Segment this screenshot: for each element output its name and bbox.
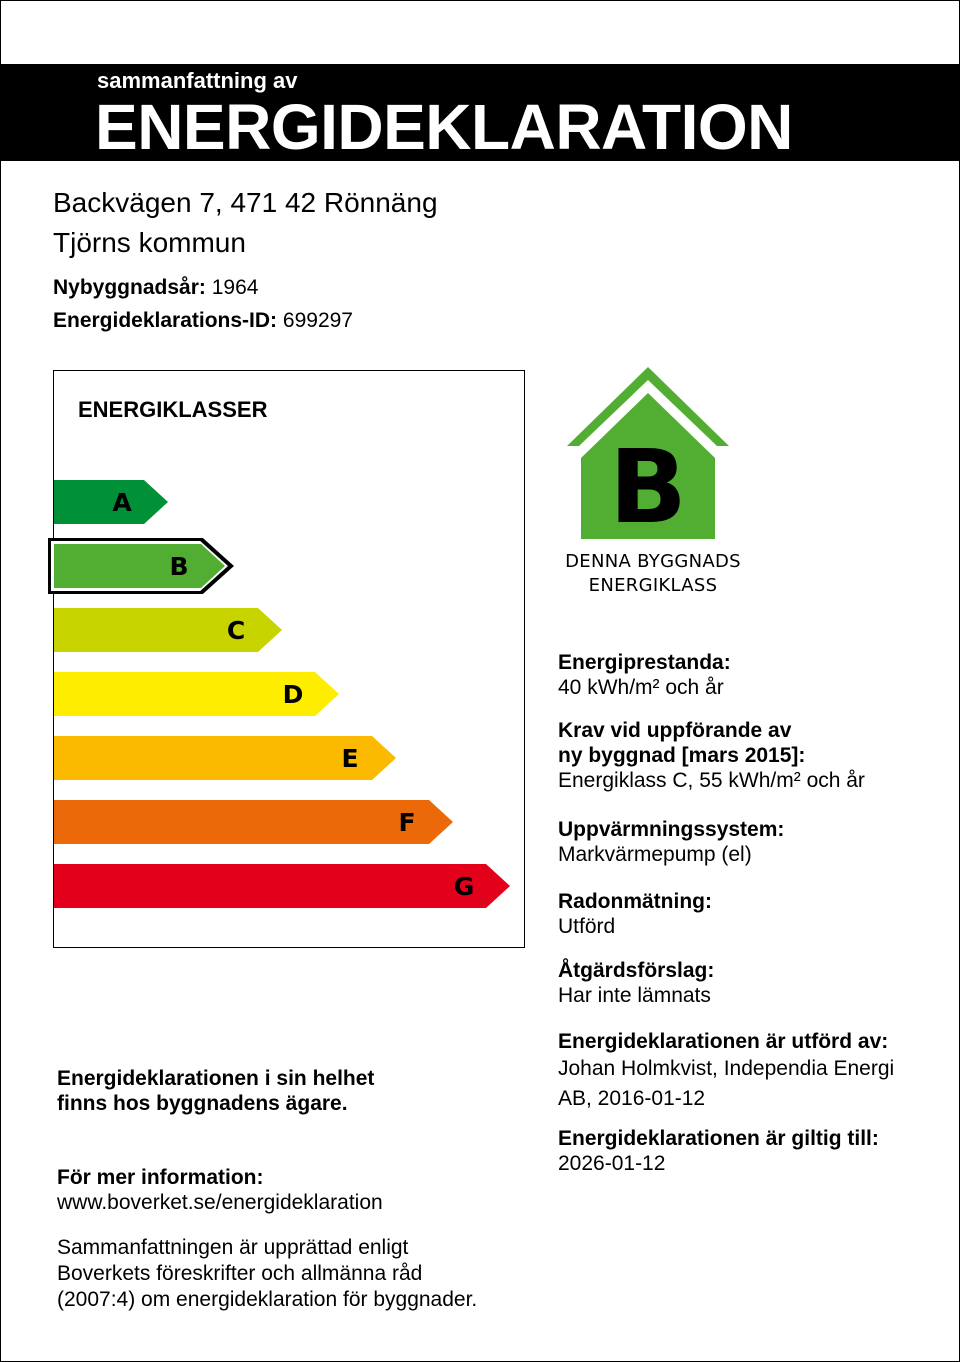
energy-class-bar-f <box>54 800 453 844</box>
valid-until <box>558 1126 879 1176</box>
regulation-note-line3: (2007:4) om energideklaration för byggnader. <box>57 1288 478 1311</box>
requirement-label-line1: Krav vid uppförande av <box>558 719 792 742</box>
build-year-label: Nybyggnadsår: <box>53 276 206 299</box>
energy-class-scale-title: ENERGIKLASSER <box>78 397 268 422</box>
header-title: ENERGIDEKLARATION <box>95 91 793 163</box>
measures-value: Har inte lämnats <box>558 984 711 1007</box>
heating-system-value: Markvärmepump (el) <box>558 843 752 866</box>
proposed-measures <box>558 958 714 1008</box>
regulation-note <box>57 1235 477 1313</box>
owner-note-line2: finns hos byggnadens ägare. <box>57 1092 348 1115</box>
energy-class-bar-a <box>54 480 168 524</box>
valid-until-value: 2026-01-12 <box>558 1152 666 1175</box>
performed-by <box>558 1029 894 1114</box>
owner-note <box>57 1066 374 1116</box>
property-address: Backvägen 7, 471 42 Rönnäng <box>53 187 438 218</box>
heating-system <box>558 817 784 867</box>
owner-note-line1: Energideklarationen i sin helhet <box>57 1067 375 1090</box>
energy-performance-label: Energiprestanda: <box>558 651 731 674</box>
requirement-label-line2: ny byggnad [mars 2015]: <box>558 744 806 767</box>
declaration-id <box>53 309 353 333</box>
energy-class-letter-d: D <box>282 680 304 709</box>
energy-class-arrow-a <box>54 480 174 524</box>
more-info <box>57 1165 383 1215</box>
energy-class-arrow-c <box>54 608 288 652</box>
energy-performance-value: 40 kWh/m² och år <box>558 676 724 699</box>
more-info-link[interactable]: www.boverket.se/energideklaration <box>57 1191 383 1214</box>
energy-class-bar-b <box>54 544 225 588</box>
header-banner <box>0 64 960 161</box>
badge-letter: B <box>609 428 687 539</box>
energy-class-badge <box>567 367 729 544</box>
new-building-requirement <box>558 718 865 793</box>
energy-class-arrow-d <box>54 672 345 716</box>
performed-by-line2: AB, 2016-01-12 <box>558 1087 706 1110</box>
heating-system-label: Uppvärmningssystem: <box>558 818 785 841</box>
energy-class-letter-f: F <box>398 808 416 837</box>
property-municipality: Tjörns kommun <box>53 227 246 258</box>
requirement-value: Energiklass C, 55 kWh/m² och år <box>558 769 865 792</box>
badge-caption-line1: DENNA BYGGNADS <box>565 551 741 572</box>
energy-class-letter-a: A <box>112 488 132 517</box>
energy-class-bar-c <box>54 608 282 652</box>
measures-label: Åtgärdsförslag: <box>558 959 715 982</box>
energy-class-letter-g: G <box>453 872 475 901</box>
more-info-label: För mer information: <box>57 1166 264 1189</box>
radon-value: Utförd <box>558 915 616 938</box>
performed-by-line1: Johan Holmkvist, Independia Energi <box>558 1057 895 1080</box>
radon-measurement <box>558 889 712 939</box>
energy-class-bar-g <box>54 864 510 908</box>
radon-label: Radonmätning: <box>558 890 712 913</box>
energy-class-arrow-g <box>54 864 516 908</box>
valid-until-label: Energideklarationen är giltig till: <box>558 1127 879 1150</box>
declaration-id-value: 699297 <box>282 309 353 332</box>
house-icon <box>567 367 729 539</box>
regulation-note-line2: Boverkets föreskrifter och allmänna råd <box>57 1262 423 1285</box>
badge-caption-line2: ENERGIKLASS <box>588 575 718 596</box>
energy-class-scale <box>53 370 525 948</box>
build-year-value: 1964 <box>211 276 259 299</box>
declaration-id-label: Energideklarations-ID: <box>53 309 278 332</box>
regulation-note-line1: Sammanfattningen är upprättad enligt <box>57 1236 409 1259</box>
energy-class-arrow-f <box>54 800 459 844</box>
energy-class-arrow-e <box>54 736 402 780</box>
energy-performance <box>558 650 731 700</box>
energy-class-letter-c: C <box>226 616 246 645</box>
performed-by-label: Energideklarationen är utförd av: <box>558 1030 889 1053</box>
badge-caption <box>558 550 748 598</box>
energy-class-letter-b: B <box>169 552 189 581</box>
header-subtitle: sammanfattning av <box>97 68 298 93</box>
build-year <box>53 276 258 300</box>
energy-class-letter-e: E <box>341 744 359 773</box>
energy-class-arrow-b <box>48 538 237 594</box>
